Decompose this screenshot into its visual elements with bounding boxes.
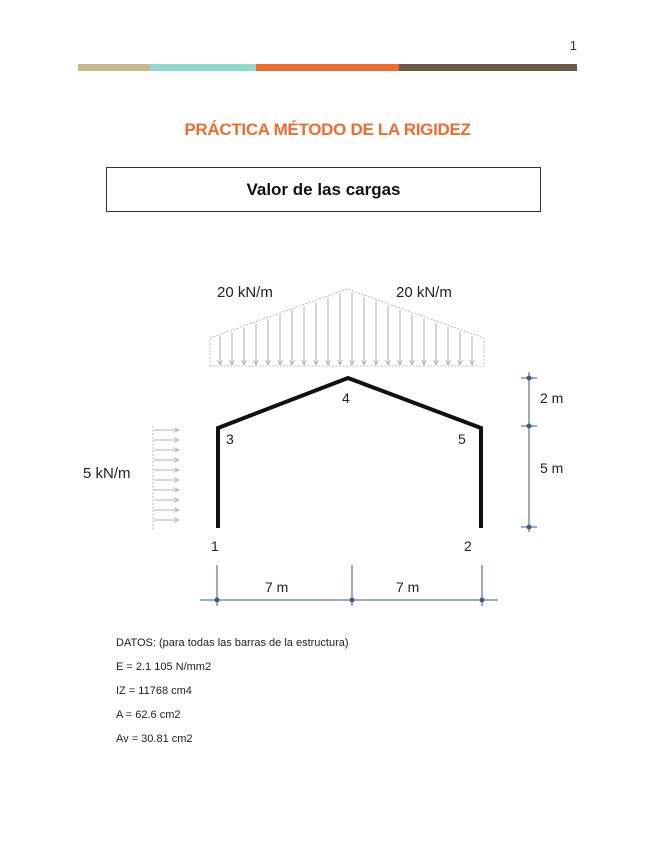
page-number: 1 (569, 38, 577, 53)
distributed-load-horizontal (153, 426, 178, 530)
data-area: A = 62.6 cm2 (116, 709, 181, 721)
dimension-vertical (521, 372, 537, 532)
data-inertia: IZ = 11768 cm4 (116, 685, 192, 697)
page-title: PRÁCTICA MÉTODO DE LA RIGIDEZ (184, 120, 471, 139)
data-header: DATOS: (para todas las barras de la estructura) (116, 637, 349, 649)
load-label-horizontal: 5 kN/m (83, 465, 131, 482)
dimension-horizontal (200, 565, 498, 606)
data-elastic-modulus: E = 2.1 105 N/mm2 (116, 661, 212, 673)
dimension-label-top: 2 m (540, 390, 564, 406)
node-label-3: 3 (226, 431, 234, 447)
dimension-label-right: 7 m (396, 579, 420, 595)
dimension-label-side: 5 m (540, 460, 564, 476)
node-label-2: 2 (464, 538, 472, 554)
load-label-right: 20 kN/m (396, 284, 452, 301)
section-title: Valor de las cargas (246, 179, 401, 199)
load-label-left: 20 kN/m (217, 284, 273, 301)
node-label-4: 4 (342, 390, 350, 406)
node-label-5: 5 (458, 431, 466, 447)
data-section (116, 636, 349, 756)
data-shear-area: Av = 30.81 cm2 (116, 733, 193, 745)
node-label-1: 1 (211, 538, 219, 554)
dimension-label-left: 7 m (265, 579, 289, 595)
